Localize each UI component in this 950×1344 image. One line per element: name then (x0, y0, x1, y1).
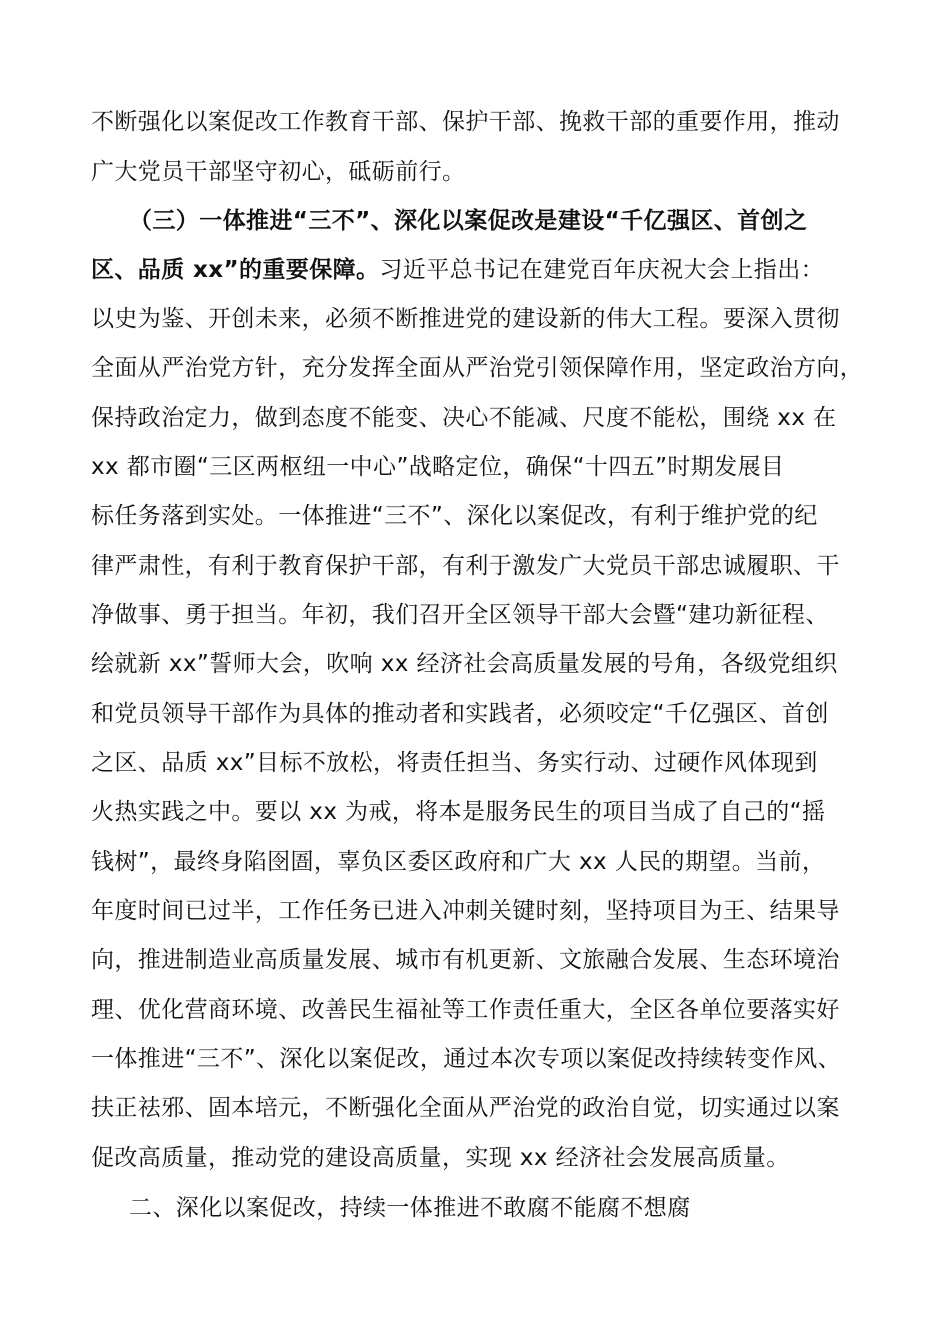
section-heading-line (91, 255, 824, 285)
text-line: 年度时间已过半，工作任务已进入冲刺关键时刻，坚持项目为王、结果导 (91, 898, 840, 924)
section-heading-bold: 区、品质 xx”的重要保障。 (91, 257, 380, 283)
text-line: 火热实践之中。要以 xx 为戒，将本是服务民生的项目当成了自己的“摇 (91, 799, 826, 825)
text-line: 理、优化营商环境、改善民生福祉等工作责任重大，全区各单位要落实好 (91, 997, 840, 1023)
text-line: xx 都市圈“三区两枢纽一中心”战略定位，确保“十四五”时期发展目 (91, 454, 785, 480)
section-heading-bold: （三）一体推进“三不”、深化以案促改是建设“千亿强区、首创之 (129, 208, 808, 234)
text-line: 和党员领导干部作为具体的推动者和实践者，必须咬定“千亿强区、首创 (91, 701, 829, 727)
text-line: 绘就新 xx”誓师大会，吹响 xx 经济社会高质量发展的号角，各级党组织 (91, 651, 838, 677)
text-line: 之区、品质 xx”目标不放松，将责任担当、务实行动、过硬作风体现到 (91, 750, 818, 776)
text-line: 促改高质量，推动党的建设高质量，实现 xx 经济社会发展高质量。 (91, 1145, 790, 1171)
text-span: 习近平总书记在建党百年庆祝大会上指出： (379, 257, 825, 283)
text-line: 净做事、勇于担当。年初，我们召开全区领导干部大会暨“建功新征程、 (91, 602, 829, 628)
text-line: 钱树”，最终身陷囹圄，辜负区委区政府和广大 xx 人民的期望。当前， (91, 849, 826, 875)
text-line: 不断强化以案促改工作教育干部、保护干部、挽救干部的重要作用，推动 (91, 109, 840, 135)
section-heading-2: 二、深化以案促改，持续一体推进不敢腐不能腐不想腐 (129, 1195, 691, 1221)
section-heading-line (129, 206, 807, 236)
text-line: 一体推进“三不”、深化以案促改，通过本次专项以案促改持续转变作风、 (91, 1046, 842, 1072)
text-line: 标任务落到实处。一体推进“三不”、深化以案促改，有利于维护党的纪 (91, 503, 818, 529)
text-line: 扶正祛邪、固本培元，不断强化全面从严治党的政治自觉，切实通过以案 (91, 1095, 840, 1121)
text-line: 律严肃性，有利于教育保护干部，有利于激发广大党员干部忠诚履职、干 (91, 553, 840, 579)
text-line: 向，推进制造业高质量发展、城市有机更新、文旅融合发展、生态环境治 (91, 947, 840, 973)
text-line: 广大党员干部坚守初心，砥砺前行。 (91, 159, 466, 185)
text-line: 以史为鉴、开创未来，必须不断推进党的建设新的伟大工程。要深入贯彻 (91, 306, 840, 332)
text-line: 保持政治定力，做到态度不能变、决心不能减、尺度不能松，围绕 xx 在 (91, 405, 837, 431)
text-line: 全面从严治党方针，充分发挥全面从严治党引领保障作用，坚定政治方向， (91, 355, 864, 381)
